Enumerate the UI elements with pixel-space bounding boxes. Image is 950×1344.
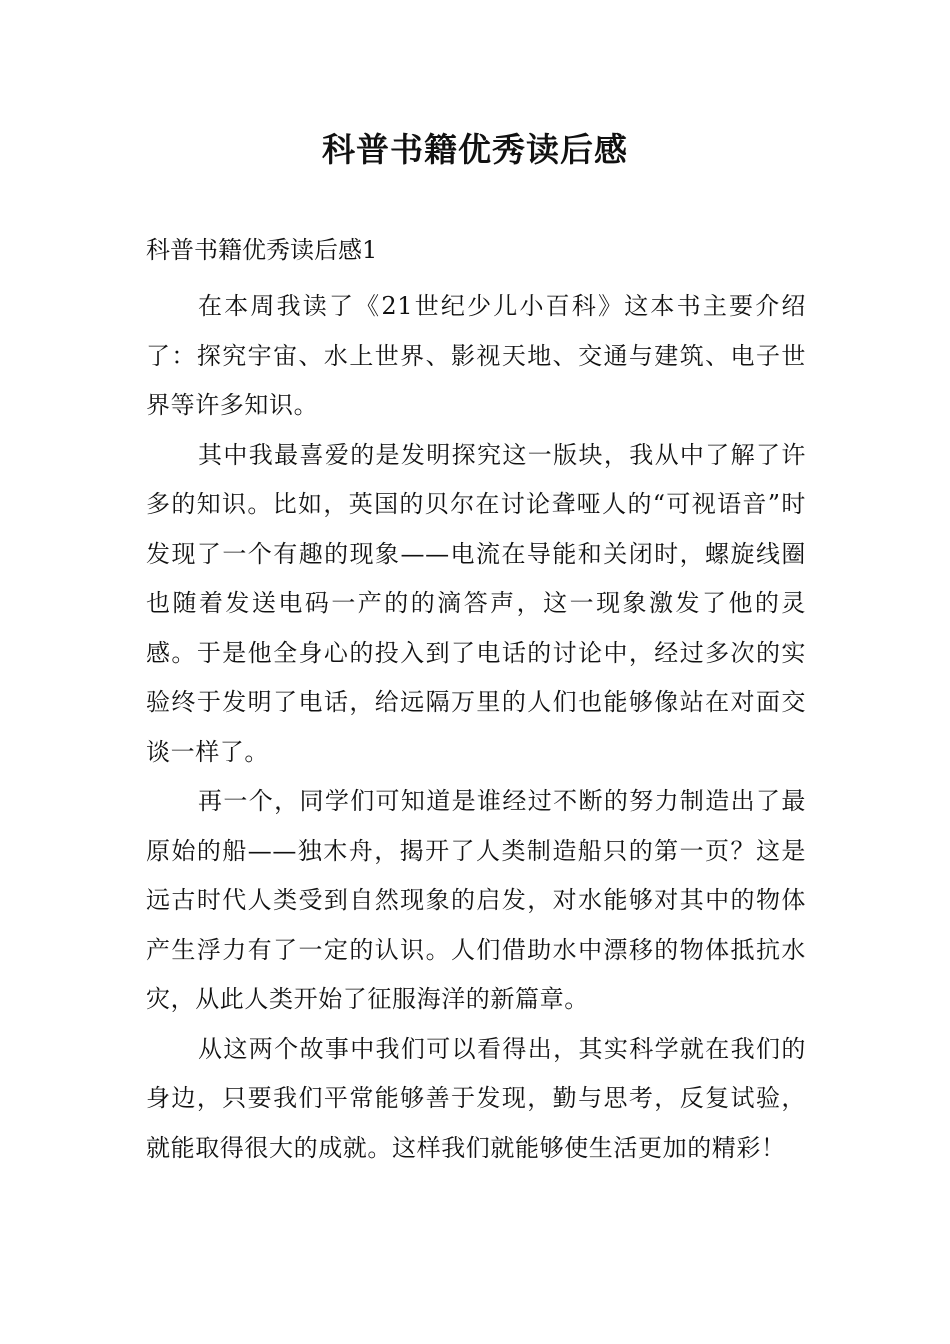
paragraph-3: 再一个，同学们可知道是谁经过不断的努力制造出了最原始的船——独木舟，揭开了人类制造船只的第一页？这是远古时代人类受到自然现象的启发，对水能够对其中的物体产生浮力有了一定的认识。人们借助水中漂移的物体抵抗水灾，从此人类开始了征服海洋的新篇章。 [146,787,806,1013]
paragraph-4: 从这两个故事中我们可以看得出，其实科学就在我们的身边，只要我们平常能够善于发现，勤与思考，反复试验，就能取得很大的成就。这样我们就能够使生活更加的精彩！ [146,1034,806,1162]
paragraph-1: 在本周我读了《21世纪少儿小百科》这本书主要介绍了：探究宇宙、水上世界、影视天地、交通与建筑、电子世界等许多知识。 [146,292,806,419]
document-title: 科普书籍优秀读后感 [322,130,628,169]
section-heading: 科普书籍优秀读后感1 [146,236,378,264]
paragraph-2: 其中我最喜爱的是发明探究这一版块，我从中了解了许多的知识。比如，英国的贝尔在讨论聋哑人的“可视语音”时发现了一个有趣的现象——电流在导能和关闭时，螺旋线圈也随着发送电码一产的的滴答声，这一现象激发了他的灵感。于是他全身心的投入到了电话的讨论中，经过多次的实验终于发明了电话，给远隔万里的人们也能够像站在对面交谈一样了。 [146,440,806,766]
document-body [146,282,806,1173]
